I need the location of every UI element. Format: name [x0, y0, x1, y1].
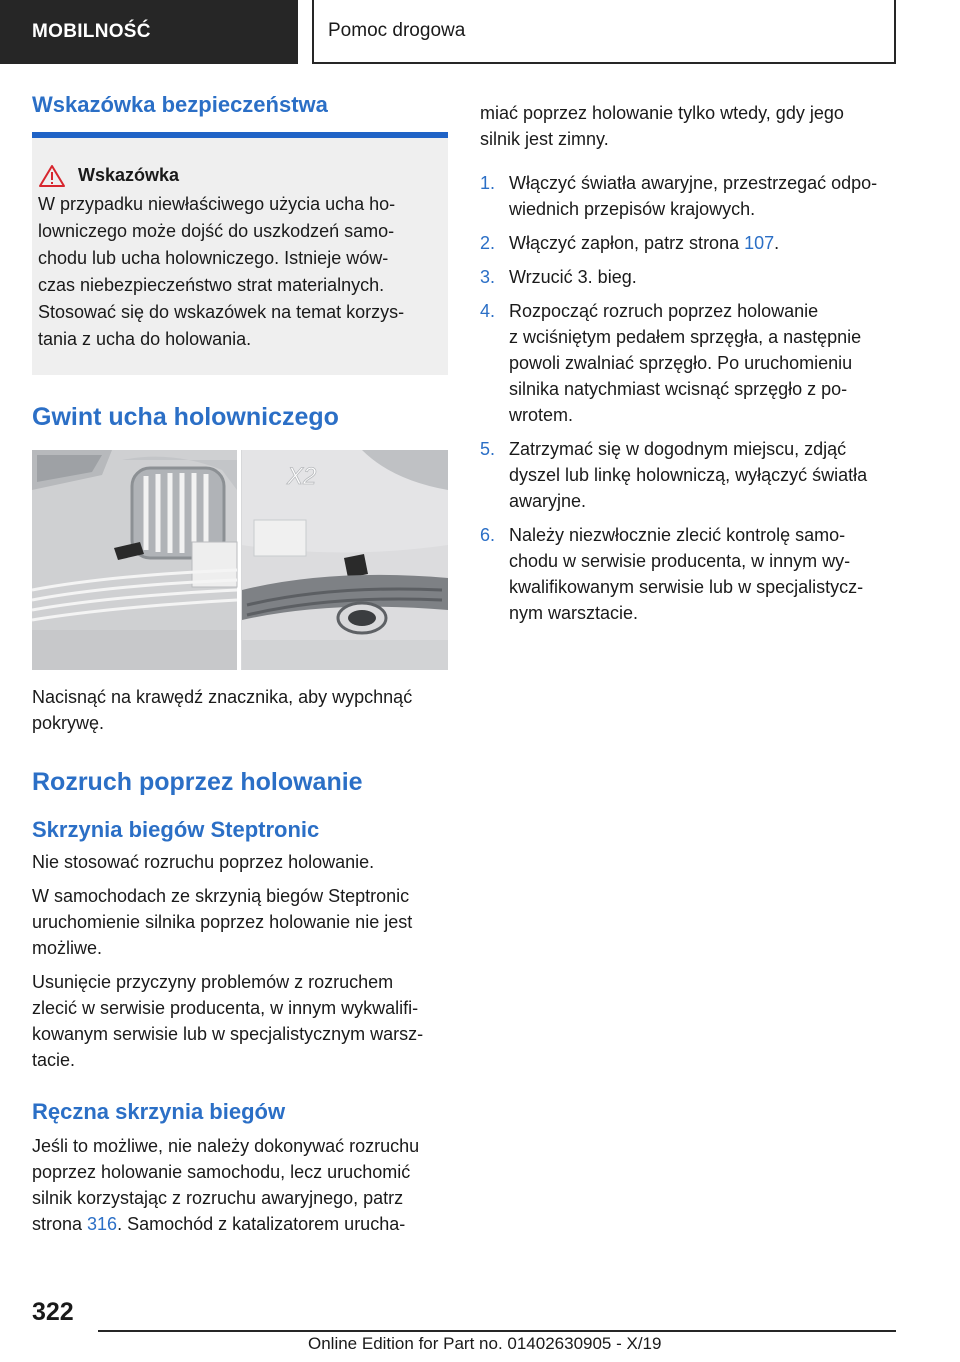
step-line: chodu w serwisie producenta, w innym wy‐: [509, 551, 851, 571]
warning-box: [32, 138, 448, 375]
step-item: [480, 522, 900, 626]
paragraph-line: uruchomienie silnika poprzez holowanie nie jest: [32, 912, 413, 932]
step-item: [480, 436, 900, 514]
warning-line: lowniczego może dojść do uszkodzeń samo‐: [38, 221, 395, 241]
step-line: nym warsztacie.: [509, 603, 639, 623]
manual-paragraph: [32, 1133, 448, 1237]
continued-paragraph: [480, 100, 900, 152]
chapter-title-text: Pomoc drogowa: [328, 20, 466, 41]
steps-list: [480, 170, 900, 626]
warning-line: chodu lub ucha holowniczego. Istnieje wów‐: [38, 248, 389, 268]
step-line: Należy niezwłocznie zlecić kontrolę samo‐: [509, 525, 846, 545]
car-front-rear-illustration: [32, 450, 448, 670]
step-number: 5.: [480, 439, 496, 459]
step-line: z wciśniętym pedałem sprzęgła, a następnie: [509, 327, 862, 347]
warning-line: czas niebezpieczeństwo strat materialnych.: [38, 275, 385, 295]
step-item: [480, 170, 900, 222]
steptronic-paragraph-3: [32, 969, 448, 1073]
paragraph-line: Jeśli to możliwe, nie należy dokonywać rozruchu: [32, 1136, 420, 1156]
safety-heading: Wskazówka bezpieczeństwa: [32, 92, 448, 138]
manual-heading: Ręczna skrzynia biegów: [32, 1099, 286, 1124]
step-line: kwalifikowanym serwisie lub w specjalistycz‐: [509, 577, 864, 597]
step-item: [480, 230, 900, 256]
step-line: Wrzucić 3. bieg.: [509, 267, 637, 287]
warning-title: Wskazówka: [78, 165, 180, 185]
caption-line: Nacisnąć na krawędź znacznika, aby wypchnąć: [32, 687, 413, 707]
step-text: [509, 522, 863, 626]
step-item: [480, 264, 900, 290]
paragraph-line: silnik jest zimny.: [480, 129, 609, 149]
warning-text: [38, 191, 432, 353]
text: strona: [32, 1214, 88, 1234]
step-line: silnika natychmiast wcisnąć sprzęgło z po‐: [509, 379, 848, 399]
gwint-heading: Gwint ucha holowniczego: [32, 403, 339, 431]
step-item: [480, 298, 900, 428]
paragraph-line: miać poprzez holowanie tylko wtedy, gdy jego: [480, 103, 844, 123]
section-tab: MOBILNOŚĆ: [0, 0, 298, 64]
rozruch-heading: Rozruch poprzez holowanie: [32, 768, 363, 796]
step-number: 1.: [480, 173, 496, 193]
page-link-316[interactable]: 316: [87, 1214, 118, 1234]
exhaust-pipe-icon: [338, 603, 386, 633]
step-line: Włączyć światła awaryjne, przestrzegać odpo‐: [509, 173, 878, 193]
chapter-title: [312, 0, 896, 64]
warning-line: tania z ucha do holowania.: [38, 329, 252, 349]
figure-caption: [32, 684, 448, 736]
step-text: [509, 298, 861, 428]
paragraph-line: poprzez holowanie samochodu, lecz uruchomić: [32, 1162, 411, 1182]
warning-line: Stosować się do wskazówek na temat korzys‐: [38, 302, 405, 322]
page-number: 322: [32, 1298, 74, 1326]
warning-title-row: [38, 162, 432, 189]
step-line: wiednich przepisów krajowych.: [509, 199, 756, 219]
steptronic-paragraph-2: [32, 883, 448, 961]
text: . Samochód z katalizatorem urucha‐: [117, 1214, 406, 1234]
step-text: [509, 436, 867, 514]
warning-line: W przypadku niewłaściwego użycia ucha ho‐: [38, 194, 396, 214]
paragraph-line: zlecić w serwisie producenta, w innym wykwalifi‐: [32, 998, 419, 1018]
left-column: [32, 92, 448, 1237]
warning-triangle-icon: [38, 164, 66, 188]
edition-text: Online Edition for Part no. 01402630905 - X/19: [308, 1334, 662, 1353]
step-line: dyszel lub linkę holowniczą, wyłączyć światła: [509, 465, 868, 485]
step-text: [509, 170, 877, 222]
step-line: wrotem.: [509, 405, 574, 425]
rear-tow-hook-cover-icon: [344, 554, 368, 578]
page-link-107[interactable]: 107: [744, 233, 775, 253]
step-text: [509, 230, 779, 256]
step-number: 4.: [480, 301, 496, 321]
paragraph-line: [32, 1211, 448, 1237]
steptronic-paragraph-1: Nie stosować rozruchu poprzez holowanie.: [32, 852, 375, 872]
step-number: 6.: [480, 525, 496, 545]
tow-hook-figure: [32, 450, 448, 670]
step-line: Zatrzymać się w dogodnym miejscu, zdjąć: [509, 439, 847, 459]
steptronic-heading: Skrzynia biegów Steptronic: [32, 817, 320, 842]
step-text: [509, 264, 637, 290]
step-number: 2.: [480, 233, 496, 253]
step-line: Rozpocząć rozruch poprzez holowanie: [509, 301, 819, 321]
text: .: [774, 233, 780, 253]
paragraph-line: tacie.: [32, 1050, 76, 1070]
paragraph-line: możliwe.: [32, 938, 103, 958]
paragraph-line: silnik korzystając z rozruchu awaryjnego, patrz: [32, 1188, 404, 1208]
step-number: 3.: [480, 267, 496, 287]
model-badge: X2: [287, 463, 317, 490]
right-column: [480, 100, 900, 634]
caption-line: pokrywę.: [32, 713, 105, 733]
paragraph-line: kowanym serwisie lub w specjalistycznym warsz‐: [32, 1024, 424, 1044]
paragraph-line: Usunięcie przyczyny problemów z rozruchem: [32, 972, 394, 992]
text: Włączyć zapłon, patrz strona: [509, 233, 745, 253]
paragraph-line: W samochodach ze skrzynią biegów Steptronic: [32, 886, 410, 906]
footer-divider: [98, 1330, 896, 1332]
step-line: awaryjne.: [509, 491, 587, 511]
step-line: powoli zwalniać sprzęgło. Po uruchomieniu: [509, 353, 853, 373]
